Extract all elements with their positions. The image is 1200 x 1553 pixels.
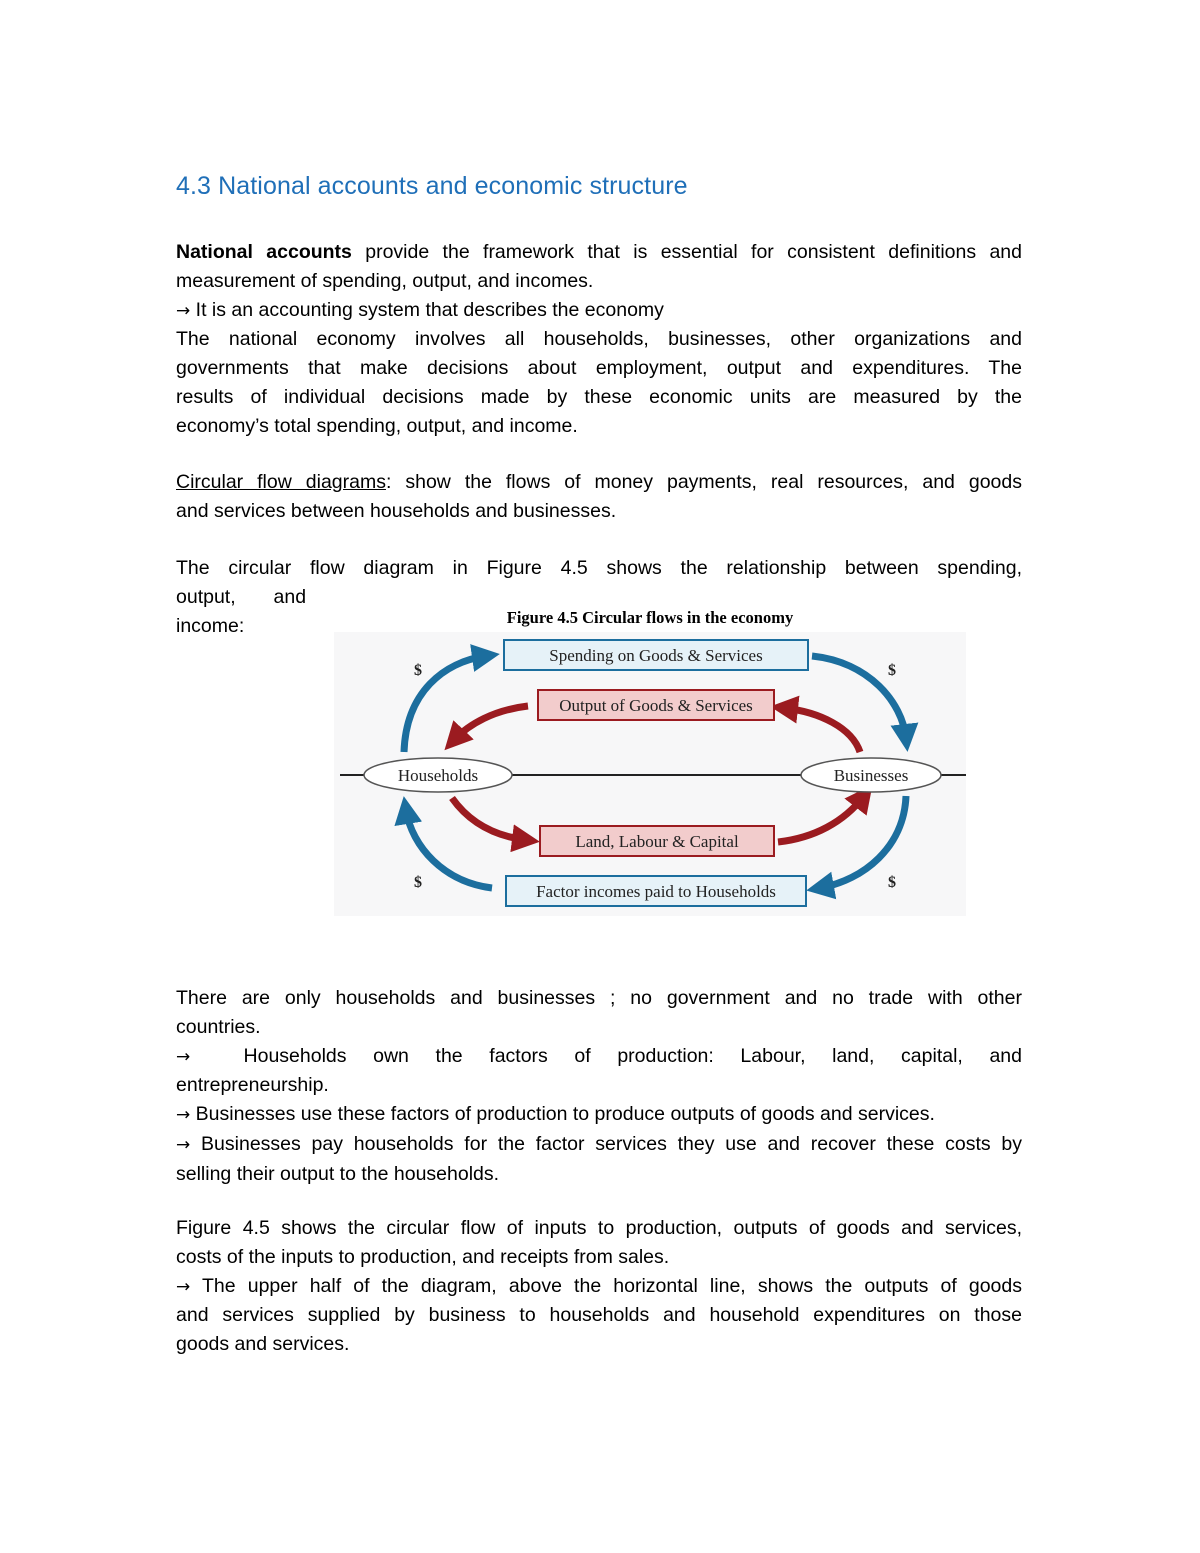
- dollar-label-top-right: $: [888, 662, 896, 679]
- bullet-businesses-pay-households-line2: selling their output to the households.: [176, 1162, 500, 1185]
- figure-title: Figure 4.5 Circular flows in the economy: [506, 608, 794, 627]
- para3-line2: and services between households and businesses.: [176, 499, 617, 522]
- bullet-upper-half-line3: goods and services.: [176, 1333, 350, 1356]
- dollar-label-bottom-right: $: [888, 874, 896, 891]
- para3-line1: Circular flow diagrams: show the flows of money payments, real resources, and goods: [176, 471, 1022, 493]
- bullet-households-own-factors: → Households own the factors of production: Labour, land, capital, and: [176, 1044, 1022, 1067]
- para2-line3: results of individual decisions made by these economic units are measured by the: [176, 385, 1022, 408]
- bullet-businesses-use-factors: → Businesses use these factors of production to produce outputs of goods and services.: [176, 1103, 935, 1126]
- box-output-label: Output of Goods & Services: [559, 696, 753, 715]
- para4-line3: income:: [176, 614, 245, 637]
- box-factor-incomes-label: Factor incomes paid to Households: [536, 882, 776, 901]
- para1-line2: measurement of spending, output, and incomes.: [176, 269, 594, 292]
- para5-line2: countries.: [176, 1015, 261, 1038]
- para5-line1: There are only households and businesses ; no government and no trade with other: [176, 987, 1022, 1009]
- businesses-label: Businesses: [833, 766, 909, 785]
- figure-explanation-block: [176, 1214, 1022, 1359]
- para6-line1: Figure 4.5 shows the circular flow of inputs to production, outputs of goods and services,: [176, 1217, 1022, 1239]
- box-spending-label: Spending on Goods & Services: [549, 646, 763, 665]
- arrow-icon: →: [176, 1276, 191, 1297]
- bullet-businesses-pay-households: → Businesses pay households for the factor services they use and recover these costs by: [176, 1132, 1022, 1155]
- dollar-label-top-left: $: [414, 662, 422, 679]
- circular-flow-diagram: [334, 632, 966, 916]
- bullet-upper-half: → The upper half of the diagram, above the horizontal line, shows the outputs of goods: [176, 1274, 1022, 1297]
- section-heading: 4.3 National accounts and economic structure: [176, 172, 688, 200]
- term-circular-flow-diagrams: Circular flow diagrams: [176, 471, 386, 493]
- households-label: Households: [397, 766, 479, 785]
- arrow-icon: →: [176, 300, 191, 321]
- bullet-upper-half-line2: and services supplied by business to households and household expenditures on those: [176, 1304, 1022, 1327]
- circular-flow-block: [176, 468, 1022, 526]
- bullet-accounting-system: → It is an accounting system that describes the economy: [176, 298, 664, 321]
- para2-line2: governments that make decisions about employment, output and expenditures. The: [176, 357, 1022, 380]
- arrow-icon: →: [176, 1046, 191, 1067]
- para4-line2: output, and: [176, 585, 307, 608]
- intro-block: [176, 238, 1022, 441]
- bullet-households-own-factors-line2: entrepreneurship.: [176, 1074, 329, 1097]
- term-national-accounts: National accounts: [176, 241, 352, 263]
- para2-line4: economy’s total spending, output, and income.: [176, 414, 578, 437]
- dollar-label-bottom-left: $: [414, 874, 422, 891]
- para4-line1: The circular flow diagram in Figure 4.5 shows the relationship between spending,: [176, 557, 1022, 579]
- para2-line1: The national economy involves all households, businesses, other organizations and: [176, 328, 1022, 351]
- arrow-icon: →: [176, 1134, 191, 1155]
- box-land-labour-label: Land, Labour & Capital: [575, 832, 739, 851]
- assumptions-block: [176, 984, 1022, 1189]
- para1-line1: National accounts provide the framework that is essential for consistent definitions and: [176, 241, 1022, 263]
- arrow-icon: →: [176, 1105, 191, 1126]
- para6-line2: costs of the inputs to production, and receipts from sales.: [176, 1245, 670, 1268]
